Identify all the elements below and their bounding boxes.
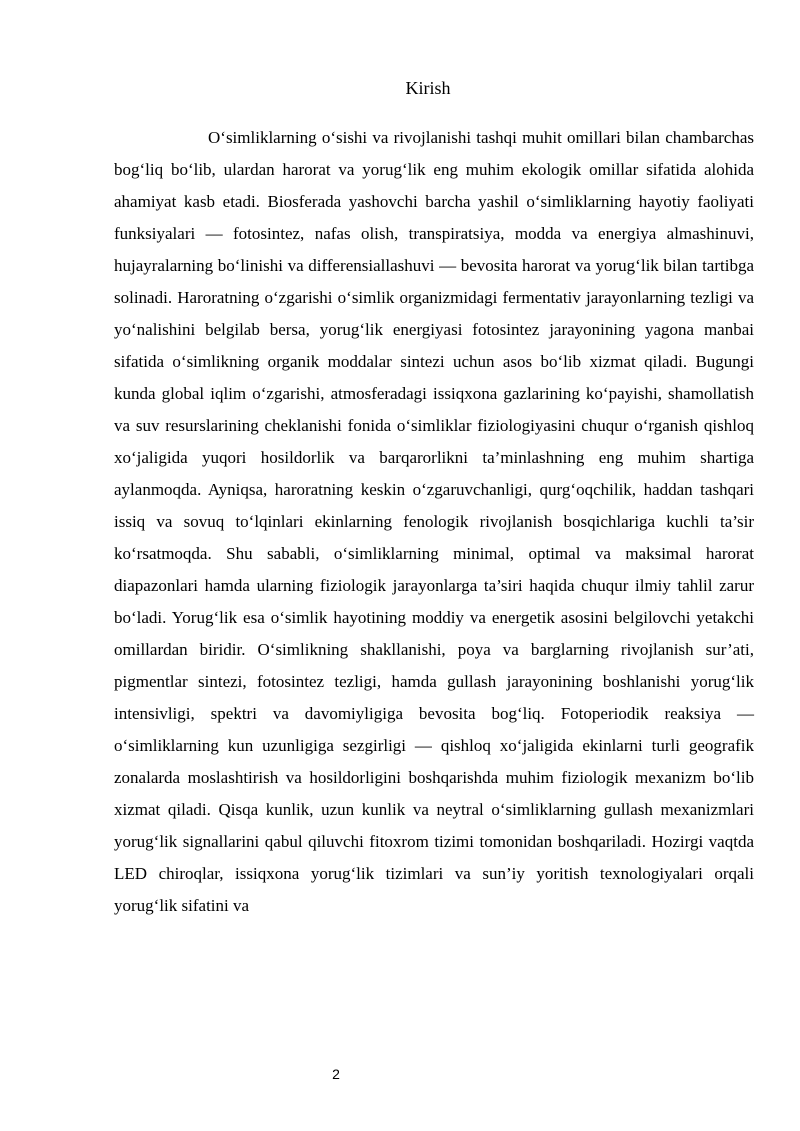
section-title: Kirish <box>405 78 451 98</box>
body-paragraph-text: O‘simliklarning o‘sishi va rivojlanishi tashqi muhit omillari bilan chambarchas bog‘liq bo‘lib, ulardan harorat va yorug‘lik eng muhim ekologik omillar sifatida alohida ahamiyat kasb etadi. Biosferada yashovchi barcha yashil o‘simliklarning hayotiy faoliyati funksiyalari — fotosintez, nafas olish, transpiratsiya, modda va energiya almashinuvi, hujayralarning bo‘linishi va differensiallashuvi — bevosita harorat va yorug‘lik bilan tartibga solinadi. Haroratning o‘zgarishi o‘simlik organizmidagi fermentativ jarayonlarning tezligi va yo‘nalishini belgilab bersa, yorug‘lik energiyasi fotosintez jarayonining yagona manbai sifatida o‘simlikning organik moddalar sintezi uchun asos bo‘lib xizmat qiladi. Bugungi kunda global iqlim o‘zgarishi, atmosferadagi issiqxona gazlarining ko‘payishi, shamollatish va suv resurslarining cheklanishi fonida o‘simliklar fiziologiyasini chuqur o‘rganish qishloq xo‘jaligida yuqori hosildorlik va barqarorlikni ta’minlashning eng muhim shartiga aylanmoqda. Ayniqsa, haroratning keskin o‘zgaruvchanligi, qurg‘oqchilik, haddan tashqari issiq va sovuq to‘lqinlari ekinlarning fenologik rivojlanish bosqichlariga kuchli ta’sir ko‘rsatmoqda. Shu sababli, o‘simliklarning minimal, optimal va maksimal harorat diapazonlari hamda ularning fiziologik jarayonlarga ta’siri haqida chuqur ilmiy tahlil zarur bo‘ladi. Yorug‘lik esa o‘simlik hayotining moddiy va energetik asosini belgilovchi yetakchi omillardan biridir. O‘simlikning shakllanishi, poya va barglarning rivojlanish sur’ati, pigmentlar sintezi, fotosintez tezligi, hamda gullash jarayonining boshlanishi yorug‘lik intensivligi, spektri va davomiyligiga bevosita bog‘liq. Fotoperiodik reaksiya — o‘simliklarning kun uzunligiga sezgirligi — qishloq xo‘jaligida ekinlarni turli geografik zonalarda moslashtirish va hosildorligini boshqarishda muhim fiziologik mexanizm bo‘lib xizmat qiladi. Qisqa kunlik, uzun kunlik va neytral o‘simliklarning gullash mexanizmlari yorug‘lik signallarini qabul qiluvchi fitoxrom tizimi tomonidan boshqariladi. Hozirgi vaqtda LED chiroqlar, issiqxona yorug‘lik tizimlari va sun’iy yoritish texnologiyalari orqali yorug‘lik sifatini va <box>114 128 754 915</box>
page-number: 2 <box>332 1066 340 1082</box>
body-paragraph <box>114 122 754 922</box>
